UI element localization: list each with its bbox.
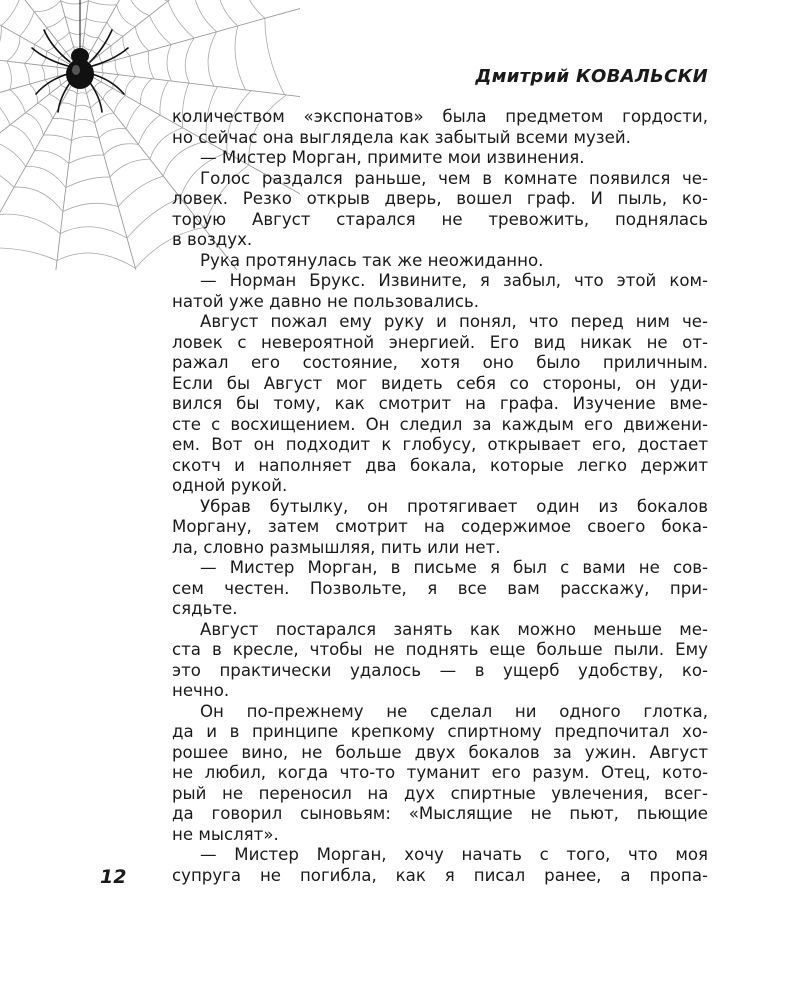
text-line: Убрав бутылку, он протягивает один из бокалов — [200, 496, 708, 516]
text-line: но сейчас она выглядела как забытый всеми музей. — [172, 127, 631, 147]
text-line: не любил, когда что-то туманит его разум. Отец, кото- — [172, 763, 708, 782]
text-line: ем. Вот он подходит к глобусу, открывает его, достает — [172, 435, 708, 454]
text-line: — Мистер Морган, примите мои извинения. — [200, 148, 585, 167]
text-line: — Мистер Морган, в письме я был с вами не сов- — [200, 558, 708, 577]
text-line: да и в принципе крепкому спиртному предпочитал хо- — [172, 722, 708, 741]
running-head: Дмитрий КОВАЛЬСКИ — [475, 66, 708, 87]
text-line: — Мистер Морган, хочу начать с того, что моя — [200, 845, 708, 864]
text-line: Моргану, затем смотрит на содержимое своего бока- — [172, 517, 708, 536]
text-line: сем честен. Позвольте, я все вам расскажу, при- — [172, 578, 708, 598]
body-text — [172, 107, 708, 886]
text-line: Если бы Август мог видеть себя со стороны, он уди- — [172, 373, 708, 393]
text-line: Голос раздался раньше, чем в комнате появился че- — [200, 168, 708, 188]
text-line: Август пожал ему руку и понял, что перед ним че- — [200, 312, 708, 331]
text-line: Он по-прежнему не сделал ни одного глотка, — [200, 701, 708, 721]
text-line: ловек с невероятной энергией. Его вид никак не от- — [172, 332, 708, 352]
text-line: супруга не погибла, как я писал ранее, а пропа- — [172, 865, 708, 885]
text-line: в воздух. — [172, 230, 253, 249]
text-line: это практически удалось — в ущерб удобству, ко- — [172, 660, 708, 680]
text-line: одной рукой. — [172, 476, 288, 495]
text-line: рый не переносил на дух спиртные увлечения, всег- — [172, 783, 708, 803]
text-line: ста в кресле, чтобы не поднять еще больше пыли. Ему — [172, 640, 708, 659]
text-line: торую Август старался не тревожить, поднялась — [172, 209, 708, 229]
text-line: ла, словно размышляя, пить или нет. — [172, 537, 501, 557]
text-line: Август постарался занять как можно меньше ме- — [200, 619, 708, 639]
text-line: рошее вино, не больше двух бокалов за ужин. Август — [172, 742, 708, 762]
text-line: да говорил сыновьям: «Мыслящие не пьют, пьющие — [172, 804, 708, 823]
text-line: количеством «экспонатов» была предметом гордости, — [172, 107, 708, 126]
page-number: 12 — [100, 866, 127, 888]
text-line: вился бы тому, как смотрит на графа. Изучение вме- — [172, 394, 708, 413]
text-line: ловек. Резко открыв дверь, вошел граф. И пыль, ко- — [172, 189, 708, 208]
text-line: сте с восхищением. Он следил за каждым его движени- — [172, 414, 708, 434]
text-line: Рука протянулась так же неожиданно. — [200, 250, 544, 270]
text-line: — Норман Брукс. Извините, я забыл, что этой ком- — [200, 271, 708, 290]
text-line: сядьте. — [172, 599, 238, 618]
text-line: ражал его состояние, хотя оно было приличным. — [172, 353, 708, 372]
text-line: не мыслят». — [172, 824, 279, 844]
text-line: скотч и наполняет два бокала, которые легко держит — [172, 455, 708, 475]
text-line: нечно. — [172, 681, 230, 700]
text-line: натой уже давно не пользовались. — [172, 291, 480, 311]
